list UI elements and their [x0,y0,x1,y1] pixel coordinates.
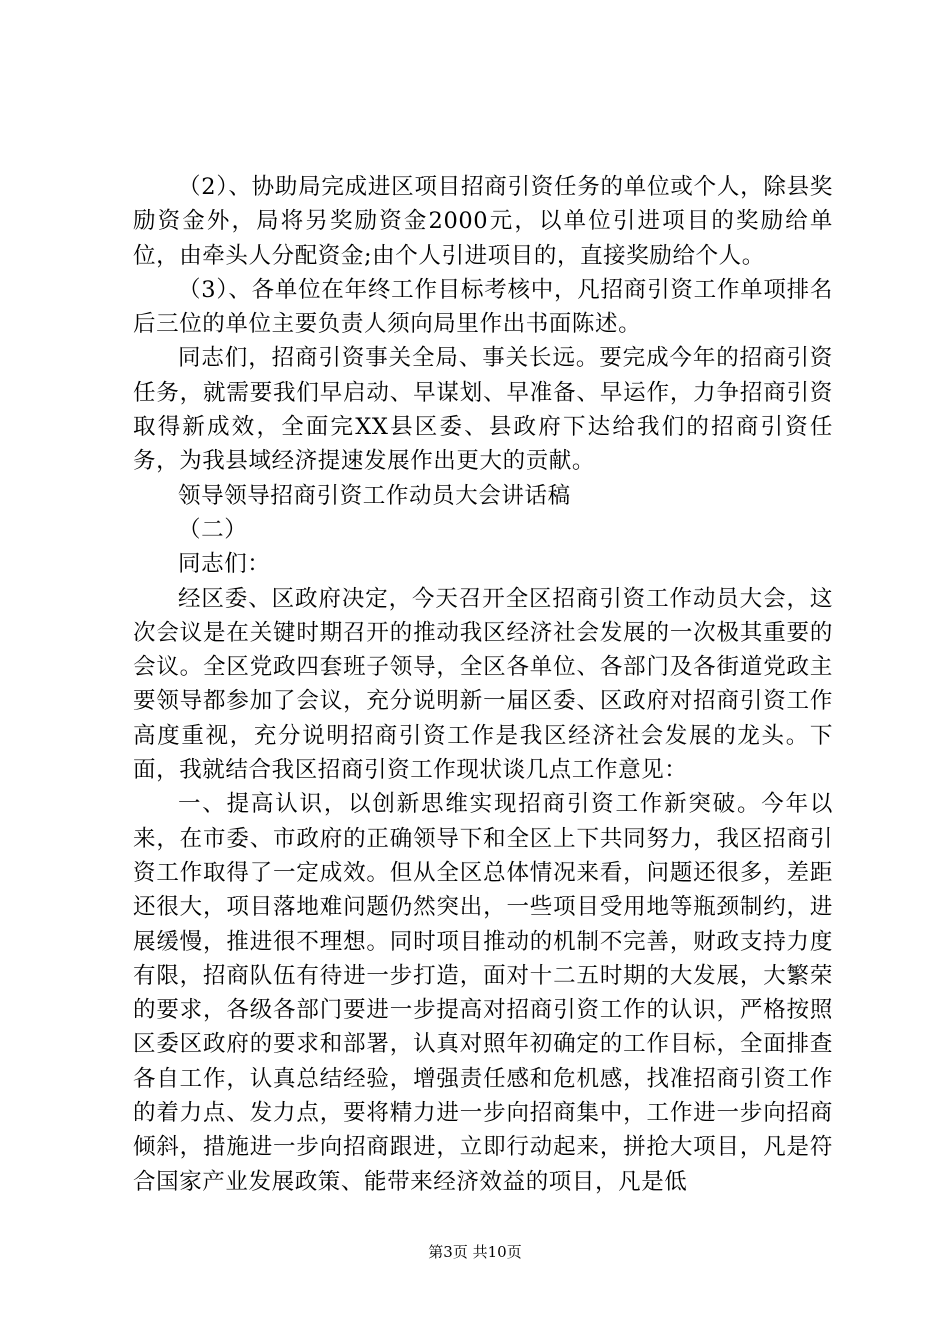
paragraph-item-2-reward: （2）、协助局完成进区项目招商引资任务的单位或个人，除县奖励资金外，局将另奖励资金2000元，以单位引进项目的奖励给单位，由牵头人分配资金;由个人引进项目的，直接奖励给个人。 [133,174,833,269]
paragraph-meeting-intro: 经区委、区政府决定，今天召开全区招商引资工作动员大会，这次会议是在关键时期召开的推动我区经济社会发展的一次极其重要的会议。全区党政四套班子领导，全区各单位、各部门及各街道党政主要领导都参加了会议，充分说明新一届区委、区政府对招商引资工作高度重视，充分说明招商引资工作是我区经济社会发展的龙头。下面，我就结合我区招商引资工作现状谈几点工作意见： [133,585,833,784]
paragraph-point-one: 一、提高认识，以创新思维实现招商引资工作新突破。今年以来，在市委、市政府的正确领导下和全区上下共同努力，我区招商引资工作取得了一定成效。但从全区总体情况来看，问题还很多，差距还很大，项目落地难问题仍然突出，一些项目受用地等瓶颈制约，进展缓慢，推进很不理想。同时项目推动的机制不完善，财政支持力度有限，招商队伍有待进一步打造，面对十二五时期的大发展，大繁荣的要求，各级各部门要进一步提高对招商引资工作的认识，严格按照区委区政府的要求和部署，认真对照年初确定的工作目标，全面排查各自工作，认真总结经验，增强责任感和危机感，找准招商引资工作的着力点、发力点，要将精力进一步向招商集中，工作进一步向招商倾斜，措施进一步向招商跟进，立即行动起来，拼抢大项目，凡是符合国家产业发展政策、能带来经济效益的项目，凡是低 [133,791,833,1195]
paragraph-item-3-assessment: （3）、各单位在年终工作目标考核中，凡招商引资工作单项排名后三位的单位主要负责人须向局里作出书面陈述。 [133,276,833,338]
document-body [133,170,833,1199]
page-number-footer: 第3页 共10页 [428,1243,522,1261]
section-number: （二） [178,516,248,543]
salutation: 同志们： [178,551,271,578]
paragraph-closing-remarks: 同志们，招商引资事关全局、事关长远。要完成今年的招商引资任务，就需要我们早启动、早谋划、早准备、早运作，力争招商引资取得新成效，全面完XX县区委、县政府下达给我们的招商引资任务，为我县域经济提速发展作出更大的贡献。 [133,345,833,475]
section-title: 领导领导招商引资工作动员大会讲话稿 [178,482,571,509]
